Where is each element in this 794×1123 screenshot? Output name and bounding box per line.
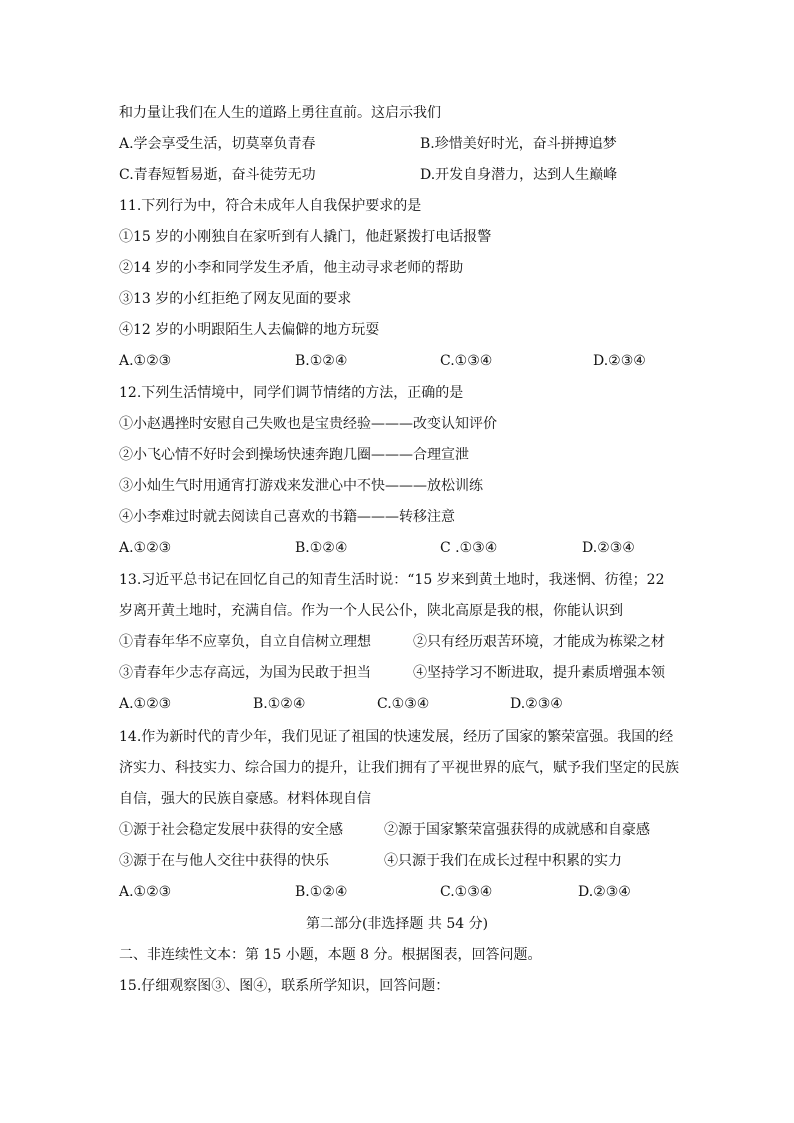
q12-item-2: ②小飞心情不好时会到操场快速奔跑几圈———合理宣泄 — [119, 447, 469, 463]
q13-item-2: ②只有经历艰苦环境，才能成为栋梁之材 — [413, 634, 665, 650]
q10-option-a: A.学会享受生活，切莫辜负青春 — [119, 136, 316, 152]
part2-title: 第二部分(非选择题 共 54 分) — [305, 916, 489, 932]
q13-option-c: C.①③④ — [377, 696, 430, 712]
q14-option-b: B.①②④ — [295, 884, 348, 900]
q12-item-1: ①小赵遇挫时安慰自己失败也是宝贵经验———改变认知评价 — [119, 416, 497, 432]
q14-option-d: D.②③④ — [578, 884, 631, 900]
q11-item-4: ④12 岁的小明跟陌生人去偏僻的地方玩耍 — [119, 322, 380, 338]
q10-option-b: B.珍惜美好时光，奋斗拼搏追梦 — [420, 136, 617, 152]
q13-stem-line-1: 13.习近平总书记在回忆自己的知青生活时说：“15 岁来到黄土地时，我迷惘、彷徨；22 — [119, 572, 665, 588]
q14-item-1: ①源于社会稳定发展中获得的安全感 — [119, 822, 343, 838]
q12-item-4: ④小李难过时就去阅读自己喜欢的书籍———转移注意 — [119, 509, 455, 525]
q11-stem: 11.下列行为中，符合未成年人自我保护要求的是 — [119, 198, 422, 214]
q14-item-3: ③源于在与他人交往中获得的快乐 — [119, 853, 329, 869]
q13-stem-line-2: 岁离开黄土地时，充满自信。作为一个人民公仆，陕北高原是我的根，你能认识到 — [119, 603, 623, 619]
q13-item-1: ①青春年华不应辜负，自立自信树立理想 — [119, 634, 371, 650]
q11-item-1: ①15 岁的小刚独自在家听到有人撬门，他赶紧拨打电话报警 — [119, 229, 492, 245]
q15-stem: 15.仔细观察图③、图④，联系所学知识，回答问题： — [119, 978, 450, 994]
q12-option-d: D.②③④ — [582, 540, 635, 556]
q11-option-d: D.②③④ — [593, 353, 646, 369]
q13-option-a: A.①②③ — [119, 696, 172, 712]
q14-stem-line-2: 济实力、科技实力、综合国力的提升，让我们拥有了平视世界的底气，赋予我们坚定的民族 — [119, 760, 679, 776]
q12-option-c: C .①③④ — [440, 540, 498, 556]
q14-option-a: A.①②③ — [119, 884, 172, 900]
q11-option-b: B.①②④ — [295, 353, 348, 369]
q13-item-4: ④坚持学习不断进取，提升素质增强本领 — [413, 665, 665, 681]
q13-option-d: D.②③④ — [510, 696, 563, 712]
q14-item-2: ②源于国家繁荣富强获得的成就感和自豪感 — [384, 822, 650, 838]
q11-item-3: ③13 岁的小红拒绝了网友见面的要求 — [119, 291, 352, 307]
q13-option-b: B.①②④ — [253, 696, 306, 712]
q14-item-4: ④只源于我们在成长过程中积累的实力 — [384, 853, 622, 869]
q10-option-d: D.开发自身潜力，达到人生巅峰 — [420, 167, 618, 183]
q14-stem-line-3: 自信，强大的民族自豪感。材料体现自信 — [119, 791, 371, 807]
q11-item-2: ②14 岁的小李和同学发生矛盾，他主动寻求老师的帮助 — [119, 260, 464, 276]
q11-option-c: C.①③④ — [440, 353, 493, 369]
q12-option-b: B.①②④ — [295, 540, 348, 556]
q11-option-a: A.①②③ — [119, 353, 172, 369]
part2-section-heading: 二、非连续性文本：第 15 小题，本题 8 分。根据图表，回答问题。 — [119, 947, 542, 963]
q12-item-3: ③小灿生气时用通宵打游戏来发泄心中不快———放松训练 — [119, 478, 483, 494]
q14-option-c: C.①③④ — [440, 884, 493, 900]
q14-stem-line-1: 14.作为新时代的青少年，我们见证了祖国的快速发展，经历了国家的繁荣富强。我国的经 — [119, 729, 674, 745]
q10-stem-tail: 和力量让我们在人生的道路上勇往直前。这启示我们 — [119, 105, 441, 121]
q10-option-c: C.青春短暂易逝，奋斗徒劳无功 — [119, 167, 316, 183]
q12-option-a: A.①②③ — [119, 540, 172, 556]
q12-stem: 12.下列生活情境中，同学们调节情绪的方法，正确的是 — [119, 385, 464, 401]
q13-item-3: ③青春年少志存高远，为国为民敢于担当 — [119, 665, 371, 681]
